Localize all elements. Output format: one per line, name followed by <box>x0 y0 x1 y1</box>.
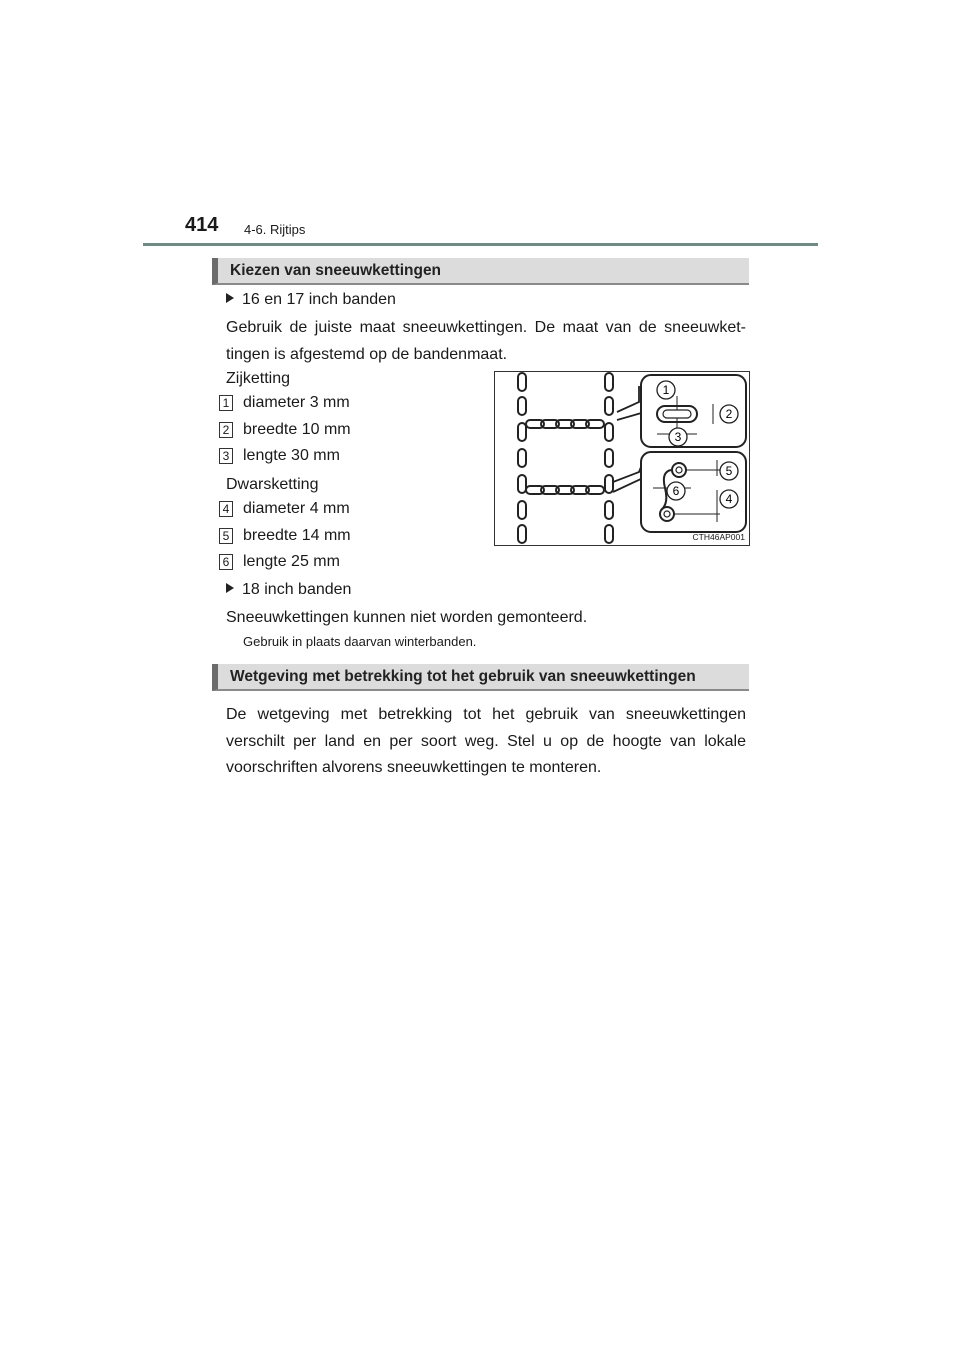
callout-3: 3 <box>674 430 682 444</box>
spec-number-5: 5 <box>219 528 233 544</box>
spec-text-4: diameter 4 mm <box>243 500 350 517</box>
triangle-bullet-icon <box>226 293 234 303</box>
spec-number-2: 2 <box>219 422 233 438</box>
section-heading-legislation <box>212 664 749 691</box>
section-heading-text: Wetgeving met betrekking tot het gebruik van sneeuwkettingen <box>230 668 696 685</box>
legislation-paragraph: De wetgeving met betrekking tot het gebruik van sneeuwkettingen verschilt per land en per soort weg. Stel u op de hoogte van lokale voorschriften alvorens sneeuwkettingen te monteren. <box>226 706 746 777</box>
callout-2: 2 <box>725 407 733 421</box>
snow-chain-illustration <box>495 372 749 545</box>
left-side-chain <box>518 373 526 543</box>
spec-number-6: 6 <box>219 554 233 570</box>
page-number: 414 <box>185 214 219 236</box>
spec-text-3: lengte 30 mm <box>243 447 340 464</box>
snow-chain-diagram <box>494 371 750 546</box>
header-rule <box>143 243 818 246</box>
intro-paragraph: Gebruik de juiste maat sneeuwkettingen. De maat van de sneeuwket-tingen is afgestemd op de bandenmaat. <box>226 319 746 363</box>
section-heading-text: Kiezen van sneeuwkettingen <box>230 262 442 279</box>
callout-4: 4 <box>725 492 733 506</box>
bullet-text: 18 inch banden <box>242 581 352 598</box>
bullet-tire-16-17 <box>226 291 396 309</box>
spec-number-4: 4 <box>219 501 233 517</box>
spec-number-3: 3 <box>219 448 233 464</box>
lower-cross-chain <box>526 486 604 494</box>
spec-text-1: diameter 3 mm <box>243 394 350 411</box>
winter-tire-note: Gebruik in plaats daarvan winterbanden. <box>243 634 477 649</box>
bullet-text: 16 en 17 inch banden <box>242 291 396 308</box>
cross-chain-label: Dwarsketting <box>226 476 319 493</box>
spec-text-5: breedte 14 mm <box>243 527 351 544</box>
triangle-bullet-icon <box>226 583 234 593</box>
callout-6: 6 <box>672 484 680 498</box>
spec-text-6: lengte 25 mm <box>243 553 340 570</box>
spec-text-2: breedte 10 mm <box>243 421 351 438</box>
upper-cross-chain <box>526 420 604 428</box>
right-side-chain <box>605 373 613 543</box>
section-heading-snow-chains <box>212 258 749 285</box>
side-chain-label: Zijketting <box>226 370 291 387</box>
cannot-mount-text: Sneeuwkettingen kunnen niet worden gemonteerd. <box>226 609 588 626</box>
section-label: 4-6. Rijtips <box>244 222 306 237</box>
spec-number-1: 1 <box>219 395 233 411</box>
bullet-tire-18 <box>226 581 351 599</box>
figure-code: CTH46AP001 <box>692 532 745 542</box>
callout-5: 5 <box>725 464 733 478</box>
callout-1: 1 <box>662 383 670 397</box>
